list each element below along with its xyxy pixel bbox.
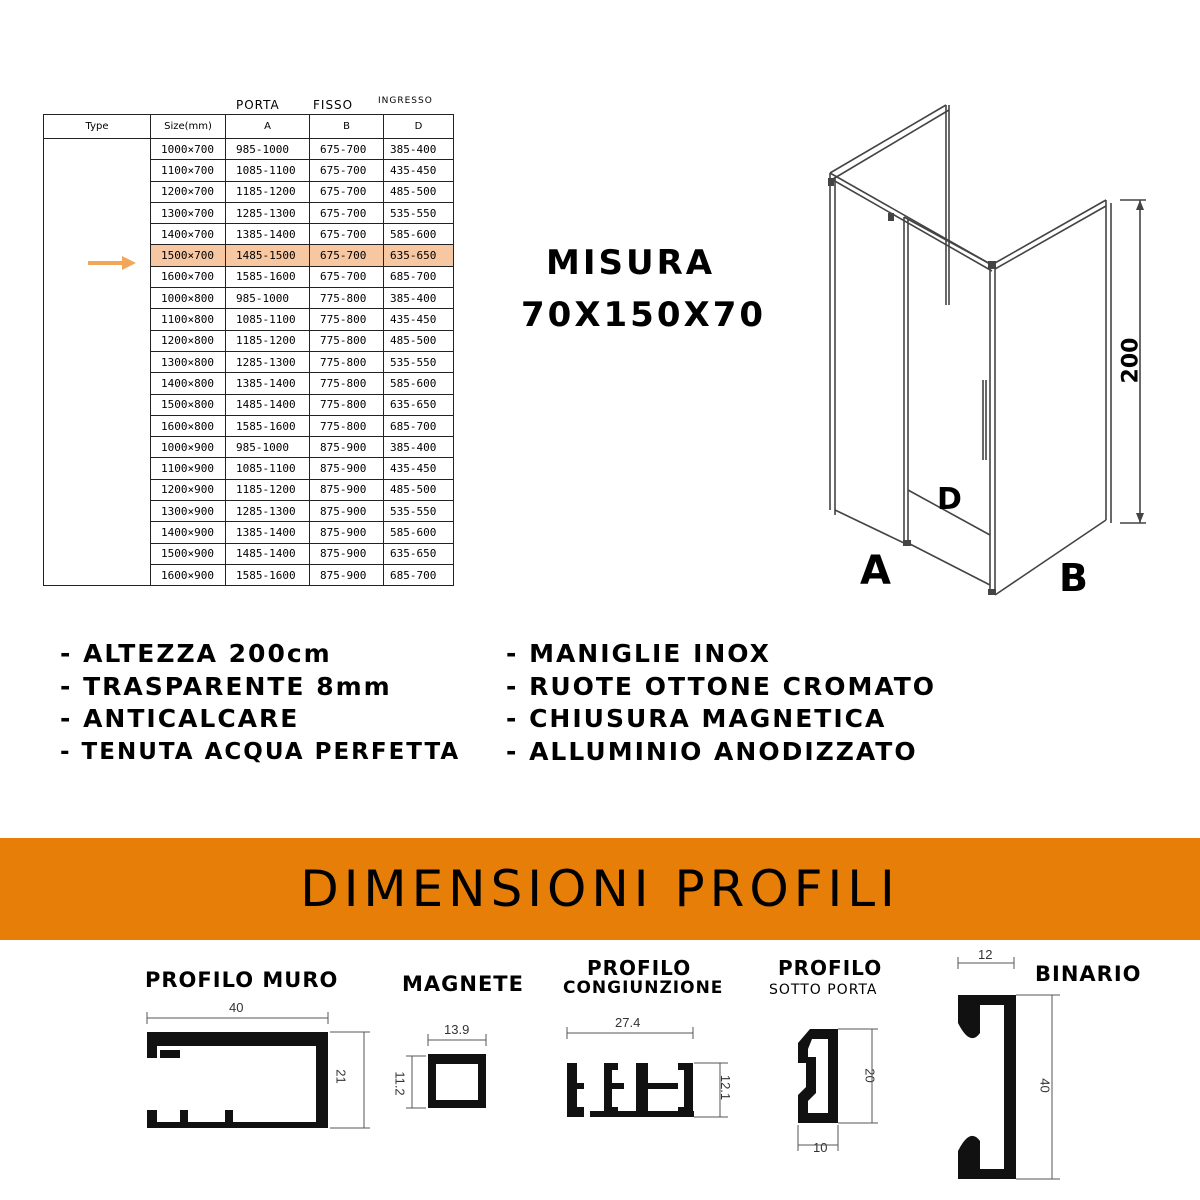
table-cell-a: 1285-1300 xyxy=(226,202,310,223)
feature-item: - MANIGLIE INOX xyxy=(506,639,771,668)
table-cell-b: 675-700 xyxy=(310,224,384,245)
table-header-row xyxy=(44,115,454,139)
table-cell-d: 385-400 xyxy=(384,288,454,309)
shower-enclosure-diagram xyxy=(800,95,1160,605)
features-left xyxy=(60,638,460,768)
table-cell-size: 1200×900 xyxy=(151,479,226,500)
table-cell-d: 485-500 xyxy=(384,330,454,351)
table-cell-b: 875-900 xyxy=(310,522,384,543)
table-cell-size: 1600×900 xyxy=(151,564,226,585)
table-cell-b: 875-900 xyxy=(310,479,384,500)
table-cell-d: 385-400 xyxy=(384,139,454,160)
table-cell-a: 1385-1400 xyxy=(226,373,310,394)
table-cell-b: 775-800 xyxy=(310,330,384,351)
profile-congiunzione-drawing xyxy=(560,1025,740,1120)
table-cell-b: 875-900 xyxy=(310,543,384,564)
table-cell-size: 1100×700 xyxy=(151,160,226,181)
profile-magnete-title: MAGNETE xyxy=(402,972,524,996)
profile-muro-drawing xyxy=(140,1010,380,1135)
table-cell-b: 875-900 xyxy=(310,437,384,458)
table-cell-a: 1485-1400 xyxy=(226,543,310,564)
table-cell-d: 485-500 xyxy=(384,181,454,202)
profile-sotto-porta-height: 20 xyxy=(862,1068,878,1083)
table-cell-a: 1185-1200 xyxy=(226,479,310,500)
table-cell-d: 585-600 xyxy=(384,224,454,245)
table-cell-size: 1200×800 xyxy=(151,330,226,351)
profile-sotto-porta-drawing xyxy=(790,1025,890,1160)
profile-magnete-width: 13.9 xyxy=(444,1022,470,1037)
table-cell-a: 1085-1100 xyxy=(226,458,310,479)
profile-muro-title: PROFILO MURO xyxy=(145,968,339,992)
profile-congiunzione-height: 12.1 xyxy=(718,1074,734,1101)
profile-magnete-height: 11.2 xyxy=(392,1071,408,1096)
feature-item: - ALTEZZA 200cm xyxy=(60,639,332,668)
col-header-fisso: FISSO xyxy=(313,98,354,112)
features-right xyxy=(506,638,936,768)
table-cell-b: 875-900 xyxy=(310,501,384,522)
header-type: Type xyxy=(44,115,151,139)
table-cell-b: 775-800 xyxy=(310,351,384,372)
table-cell-size: 1300×800 xyxy=(151,351,226,372)
profile-magnete-drawing xyxy=(400,1030,500,1115)
table-cell-a: 1185-1200 xyxy=(226,330,310,351)
table-cell-d: 635-650 xyxy=(384,245,454,266)
table-cell-b: 775-800 xyxy=(310,373,384,394)
profile-congiunzione-title2: CONGIUNZIONE xyxy=(563,978,724,998)
header-a: A xyxy=(226,115,310,139)
table-cell-size: 1100×800 xyxy=(151,309,226,330)
table-cell-d: 435-450 xyxy=(384,458,454,479)
table-cell-a: 1485-1400 xyxy=(226,394,310,415)
table-cell-size: 1200×700 xyxy=(151,181,226,202)
table-cell-d: 585-600 xyxy=(384,522,454,543)
table-cell-a: 985-1000 xyxy=(226,437,310,458)
profile-sotto-porta-width: 10 xyxy=(813,1140,828,1155)
table-cell-d: 535-550 xyxy=(384,351,454,372)
table-row xyxy=(44,139,454,160)
table-cell-size: 1600×700 xyxy=(151,266,226,287)
table-cell-b: 675-700 xyxy=(310,202,384,223)
label-d: D xyxy=(937,482,962,517)
table-cell-d: 635-650 xyxy=(384,394,454,415)
table-cell-a: 1585-1600 xyxy=(226,266,310,287)
table-cell-a: 1585-1600 xyxy=(226,564,310,585)
table-cell-b: 675-700 xyxy=(310,266,384,287)
table-cell-d: 435-450 xyxy=(384,160,454,181)
table-cell-a: 985-1000 xyxy=(226,288,310,309)
table-cell-b: 675-700 xyxy=(310,139,384,160)
feature-item: - ANTICALCARE xyxy=(60,704,300,733)
table-cell-a: 1585-1600 xyxy=(226,415,310,436)
table-cell-size: 1000×700 xyxy=(151,139,226,160)
type-cell xyxy=(44,139,151,586)
table-cell-size: 1500×800 xyxy=(151,394,226,415)
profile-sotto-porta-title1: PROFILO xyxy=(778,956,883,980)
profile-binario-drawing xyxy=(940,955,1060,1190)
feature-item: - TRASPARENTE 8mm xyxy=(60,671,392,701)
height-label: 200 xyxy=(1118,337,1144,384)
section-banner xyxy=(0,838,1200,940)
table-cell-a: 1285-1300 xyxy=(226,351,310,372)
table-cell-a: 1185-1200 xyxy=(226,181,310,202)
profile-muro-width: 40 xyxy=(229,1000,244,1015)
profile-binario-title: BINARIO xyxy=(1035,962,1142,986)
header-size: Size(mm) xyxy=(151,115,226,139)
table-cell-size: 1400×900 xyxy=(151,522,226,543)
header-b: B xyxy=(310,115,384,139)
table-cell-a: 985-1000 xyxy=(226,139,310,160)
feature-item: - RUOTE OTTONE CROMATO xyxy=(506,671,937,701)
table-cell-d: 685-700 xyxy=(384,564,454,585)
feature-item: - ALLUMINIO ANODIZZATO xyxy=(506,736,918,766)
table-cell-a: 1085-1100 xyxy=(226,309,310,330)
arrow-right-icon xyxy=(86,255,138,271)
table-cell-a: 1285-1300 xyxy=(226,501,310,522)
col-header-ingresso: INGRESSO xyxy=(378,96,433,106)
profile-congiunzione-title1: PROFILO xyxy=(587,956,692,980)
table-cell-d: 535-550 xyxy=(384,501,454,522)
header-d: D xyxy=(384,115,454,139)
banner-title: DIMENSIONI PROFILI xyxy=(300,860,900,918)
col-header-porta: PORTA xyxy=(236,98,280,112)
table-cell-d: 385-400 xyxy=(384,437,454,458)
profile-muro-height: 21 xyxy=(333,1069,349,1084)
table-cell-d: 485-500 xyxy=(384,479,454,500)
table-cell-b: 675-700 xyxy=(310,160,384,181)
table-cell-size: 1100×900 xyxy=(151,458,226,479)
table-cell-d: 685-700 xyxy=(384,266,454,287)
misura-value: 70X150X70 xyxy=(521,295,767,335)
table-cell-size: 1400×700 xyxy=(151,224,226,245)
table-cell-b: 875-900 xyxy=(310,458,384,479)
table-cell-size: 1400×800 xyxy=(151,373,226,394)
size-table xyxy=(43,114,454,586)
table-cell-d: 685-700 xyxy=(384,415,454,436)
table-cell-d: 635-650 xyxy=(384,543,454,564)
table-cell-b: 675-700 xyxy=(310,181,384,202)
table-cell-d: 585-600 xyxy=(384,373,454,394)
profile-congiunzione-width: 27.4 xyxy=(615,1015,641,1030)
table-cell-b: 775-800 xyxy=(310,288,384,309)
table-cell-a: 1385-1400 xyxy=(226,522,310,543)
table-cell-a: 1085-1100 xyxy=(226,160,310,181)
feature-item: - CHIUSURA MAGNETICA xyxy=(506,704,887,733)
feature-item: - TENUTA ACQUA PERFETTA xyxy=(60,738,461,765)
table-cell-size: 1000×900 xyxy=(151,437,226,458)
table-cell-a: 1385-1400 xyxy=(226,224,310,245)
profile-binario-height: 40 xyxy=(1037,1078,1053,1093)
profile-binario-width: 12 xyxy=(978,947,993,962)
table-cell-size: 1300×900 xyxy=(151,501,226,522)
profile-sotto-porta-title2: SOTTO PORTA xyxy=(769,982,878,998)
table-cell-size: 1600×800 xyxy=(151,415,226,436)
table-cell-size: 1500×700 xyxy=(151,245,226,266)
table-cell-b: 775-800 xyxy=(310,309,384,330)
table-cell-size: 1300×700 xyxy=(151,202,226,223)
table-cell-d: 435-450 xyxy=(384,309,454,330)
label-b: B xyxy=(1059,556,1088,600)
table-cell-a: 1485-1500 xyxy=(226,245,310,266)
table-cell-d: 535-550 xyxy=(384,202,454,223)
misura-label: MISURA xyxy=(546,243,716,283)
table-cell-b: 875-900 xyxy=(310,564,384,585)
label-a: A xyxy=(860,548,891,594)
table-cell-size: 1000×800 xyxy=(151,288,226,309)
table-cell-b: 675-700 xyxy=(310,245,384,266)
table-cell-size: 1500×900 xyxy=(151,543,226,564)
table-cell-b: 775-800 xyxy=(310,394,384,415)
table-cell-b: 775-800 xyxy=(310,415,384,436)
